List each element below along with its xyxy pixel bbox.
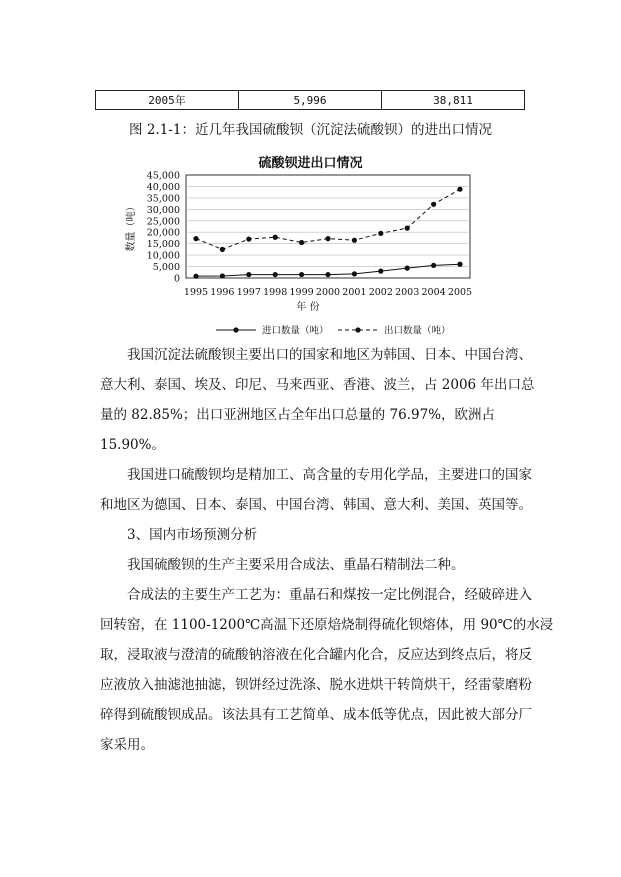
paragraph bbox=[100, 340, 540, 460]
y-tick-label: 15,000 bbox=[146, 239, 180, 251]
legend-marker-2 bbox=[355, 327, 360, 332]
text-line: 意大利、泰国、埃及、印尼、马来西亚、香港、波兰，占 2006 年出口总 bbox=[100, 377, 535, 393]
text-line: 应液放入抽滤池抽滤，钡饼经过洗涤、脱水进烘干转筒烘干，经雷蒙磨粉 bbox=[100, 677, 532, 693]
x-tick-label: 1998 bbox=[263, 287, 288, 298]
x-tick-label: 2000 bbox=[315, 287, 341, 298]
data-point-series-2 bbox=[220, 247, 225, 252]
text-line: 取，浸取液与澄清的硫酸钠溶液在化合罐内化合，反应达到终点后，将反 bbox=[100, 647, 532, 663]
paragraph bbox=[100, 580, 554, 760]
y-tick-label: 35,000 bbox=[146, 193, 180, 205]
text-line: 我国硫酸钡的生产主要采用合成法、重晶石精制法二种。 bbox=[100, 557, 465, 573]
x-tick-label: 1995 bbox=[183, 287, 209, 298]
data-point-series-1 bbox=[352, 271, 357, 276]
data-point-series-1 bbox=[378, 269, 383, 274]
y-tick-label: 40,000 bbox=[146, 181, 180, 193]
table-cell-year: 2005年 bbox=[96, 91, 239, 109]
y-tick-label: 45,000 bbox=[146, 170, 180, 182]
text-line: 15.90%。 bbox=[100, 437, 165, 453]
legend-label-2: 出口数量（吨） bbox=[384, 325, 451, 337]
y-axis-label: 数量（吨） bbox=[126, 201, 137, 252]
line-chart bbox=[0, 0, 621, 345]
table-cell-export: 38,811 bbox=[433, 93, 473, 107]
y-tick-label: 25,000 bbox=[146, 216, 180, 228]
data-point-series-2 bbox=[299, 240, 304, 245]
data-point-series-1 bbox=[246, 272, 251, 277]
text-line: 合成法的主要生产工艺为：重晶石和煤按一定比例混合，经破碎进入 bbox=[100, 587, 532, 603]
paragraph bbox=[100, 550, 540, 580]
chart-title: 硫酸钡进出口情况 bbox=[258, 156, 363, 171]
x-axis-label: 年 份 bbox=[296, 302, 320, 313]
figure-caption: 图 2.1-1：近几年我国硫酸钡（沉淀法硫酸钡）的进出口情况 bbox=[129, 122, 492, 138]
x-tick-label: 2004 bbox=[421, 287, 446, 298]
x-tick-label: 1996 bbox=[210, 287, 235, 298]
data-point-series-1 bbox=[193, 274, 198, 279]
data-point-series-1 bbox=[325, 272, 330, 277]
data-point-series-2 bbox=[246, 236, 251, 241]
y-tick-label: 20,000 bbox=[146, 227, 180, 239]
data-point-series-2 bbox=[378, 231, 383, 236]
text-line: 和地区为德国、日本、泰国、中国台湾、韩国、意大利、美国、英国等。 bbox=[100, 497, 532, 513]
x-tick-label: 1999 bbox=[289, 287, 314, 298]
paragraph bbox=[100, 460, 540, 520]
paragraph bbox=[100, 520, 540, 550]
data-point-series-2 bbox=[457, 187, 462, 192]
data-point-series-2 bbox=[405, 226, 410, 231]
x-tick-label: 2005 bbox=[447, 287, 473, 298]
x-tick-label: 2003 bbox=[395, 287, 420, 298]
x-tick-label: 2001 bbox=[342, 287, 367, 298]
text-line: 我国进口硫酸钡均是精加工、高含量的专用化学品，主要进口的国家 bbox=[100, 467, 532, 483]
data-point-series-2 bbox=[325, 236, 330, 241]
text-line: 碎得到硫酸钡成品。该法具有工艺简单、成本低等优点，因此被大部分厂 bbox=[100, 707, 532, 723]
data-point-series-1 bbox=[273, 272, 278, 277]
legend-label-1: 进口数量（吨） bbox=[262, 325, 329, 337]
data-point-series-1 bbox=[405, 266, 410, 271]
data-point-series-2 bbox=[193, 236, 198, 241]
data-point-series-1 bbox=[457, 262, 462, 267]
text-line: 家采用。 bbox=[100, 737, 154, 753]
y-tick-label: 5,000 bbox=[152, 262, 180, 274]
legend-marker-1 bbox=[233, 327, 238, 332]
data-point-series-1 bbox=[431, 263, 436, 268]
y-tick-label: 10,000 bbox=[146, 250, 180, 262]
y-tick-label: 0 bbox=[173, 273, 180, 285]
x-tick-label: 1997 bbox=[236, 287, 261, 298]
body-text bbox=[100, 340, 554, 760]
text-line: 我国沉淀法硫酸钡主要出口的国家和地区为韩国、日本、中国台湾、 bbox=[100, 347, 532, 363]
data-point-series-1 bbox=[220, 273, 225, 278]
data-point-series-1 bbox=[299, 272, 304, 277]
y-tick-label: 30,000 bbox=[146, 204, 180, 216]
table-cell-import: 5,996 bbox=[239, 91, 382, 109]
text-line: 量的 82.85%；出口亚洲地区占全年出口总量的 76.97%，欧洲占 bbox=[100, 407, 496, 423]
data-point-series-2 bbox=[273, 235, 278, 240]
text-line: 3、国内市场预测分析 bbox=[100, 527, 258, 543]
plot-frame bbox=[186, 175, 470, 278]
text-line: 回转窑，在 1100-1200℃高温下还原焙烧制得硫化钡熔体，用 90℃的水浸 bbox=[100, 617, 554, 633]
data-point-series-2 bbox=[352, 238, 357, 243]
data-point-series-2 bbox=[431, 202, 436, 207]
x-tick-label: 2002 bbox=[368, 287, 393, 298]
